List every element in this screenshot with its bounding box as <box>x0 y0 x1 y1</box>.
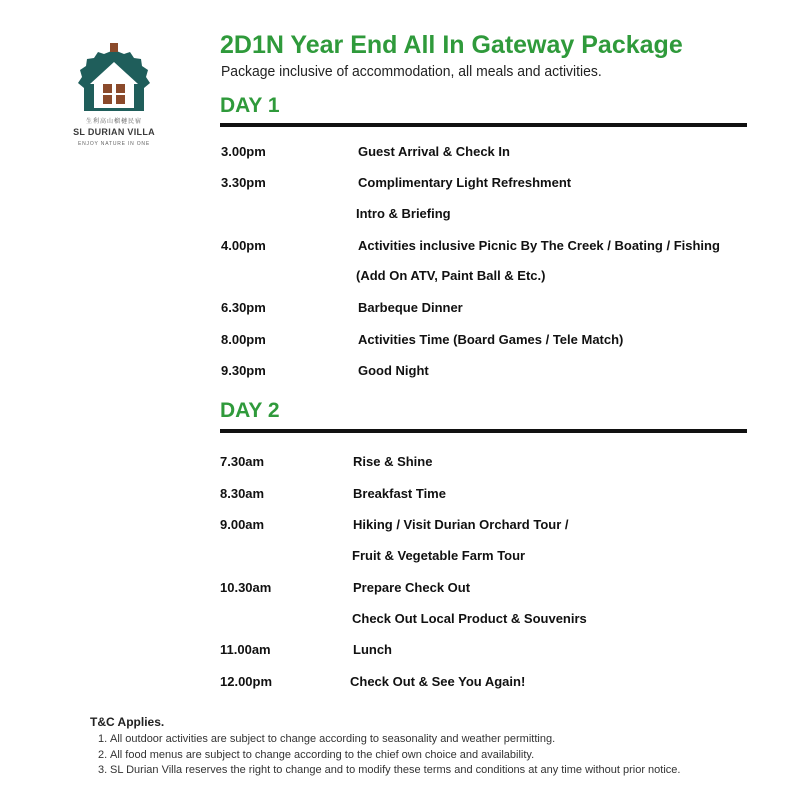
terms-item: 1. All outdoor activities are subject to change according to seasonality and weather permitting. <box>98 733 556 745</box>
terms-item-text: SL Durian Villa reserves the right to change and to modify these terms and conditions at any time without prior notice. <box>110 764 681 776</box>
day2-row-time: 9.00am <box>220 517 265 532</box>
day2-row-time: 10.30am <box>220 580 272 595</box>
day2-row-time: 8.30am <box>220 486 265 501</box>
day1-divider <box>220 123 747 127</box>
logo-tagline: ENJOY NATURE IN ONE <box>78 141 150 147</box>
day1-row-activity: (Add On ATV, Paint Ball & Etc.) <box>356 268 546 283</box>
page-title: 2D1N Year End All In Gateway Package <box>220 31 683 59</box>
terms-item: 3. SL Durian Villa reserves the right to change and to modify these terms and conditions at any time without prior notice. <box>98 764 681 776</box>
page-subtitle: Package inclusive of accommodation, all meals and activities. <box>221 63 602 80</box>
day2-row-time: 11.00am <box>220 642 271 657</box>
terms-item-text: All food menus are subject to change according to the chief own choice and availability. <box>110 748 535 761</box>
day2-row-activity: Check Out Local Product & Souvenirs <box>352 611 587 626</box>
day2-row-time: 12.00pm <box>220 674 273 689</box>
day1-row-time: 6.30pm <box>221 300 266 315</box>
day1-row-time: 8.00pm <box>221 332 266 347</box>
day2-row-time: 7.30am <box>220 454 265 469</box>
day1-row-activity: Activities Time (Board Games / Tele Match) <box>358 332 624 347</box>
logo-name: SL DURIAN VILLA <box>73 127 155 137</box>
day2-row-activity: Rise & Shine <box>353 454 433 469</box>
logo-chinese-text: 生利高山榴槤民宿 <box>85 119 142 125</box>
terms-title: T&C Applies. <box>90 715 165 729</box>
day2-row-activity: Fruit & Vegetable Farm Tour <box>352 548 526 563</box>
day1-row-activity: Complimentary Light Refreshment <box>358 175 572 190</box>
day2-row-activity: Hiking / Visit Durian Orchard Tour / <box>353 517 569 532</box>
day1-row-time: 4.00pm <box>221 238 266 253</box>
terms-item-text: All outdoor activities are subject to change according to seasonality and weather permitting. <box>110 733 556 745</box>
day2-row-activity: Lunch <box>353 642 392 657</box>
day1-row-activity: Intro & Briefing <box>356 206 451 221</box>
day1-row-activity: Activities inclusive Picnic By The Creek / Boating / Fishing <box>358 238 720 253</box>
day1-row-time: 3.30pm <box>221 175 266 190</box>
day2-heading: DAY 2 <box>220 399 280 422</box>
day2-row-activity: Check Out & See You Again! <box>350 674 526 689</box>
day2-row-activity: Breakfast Time <box>353 486 446 501</box>
day1-row-time: 9.30pm <box>221 363 266 378</box>
day2-row-activity: Prepare Check Out <box>353 580 471 595</box>
day1-row-activity: Guest Arrival & Check In <box>358 144 510 159</box>
logo <box>64 40 164 160</box>
terms-list <box>98 732 680 779</box>
house-gear-icon <box>64 40 164 120</box>
day1-row-activity: Good Night <box>358 363 429 378</box>
day2-divider <box>220 429 747 433</box>
day1-row-activity: Barbeque Dinner <box>358 300 463 315</box>
day1-heading: DAY 1 <box>220 94 280 117</box>
day1-row-time: 3.00pm <box>221 144 266 159</box>
terms-item: 2. All food menus are subject to change according to the chief own choice and availability. <box>98 748 535 761</box>
